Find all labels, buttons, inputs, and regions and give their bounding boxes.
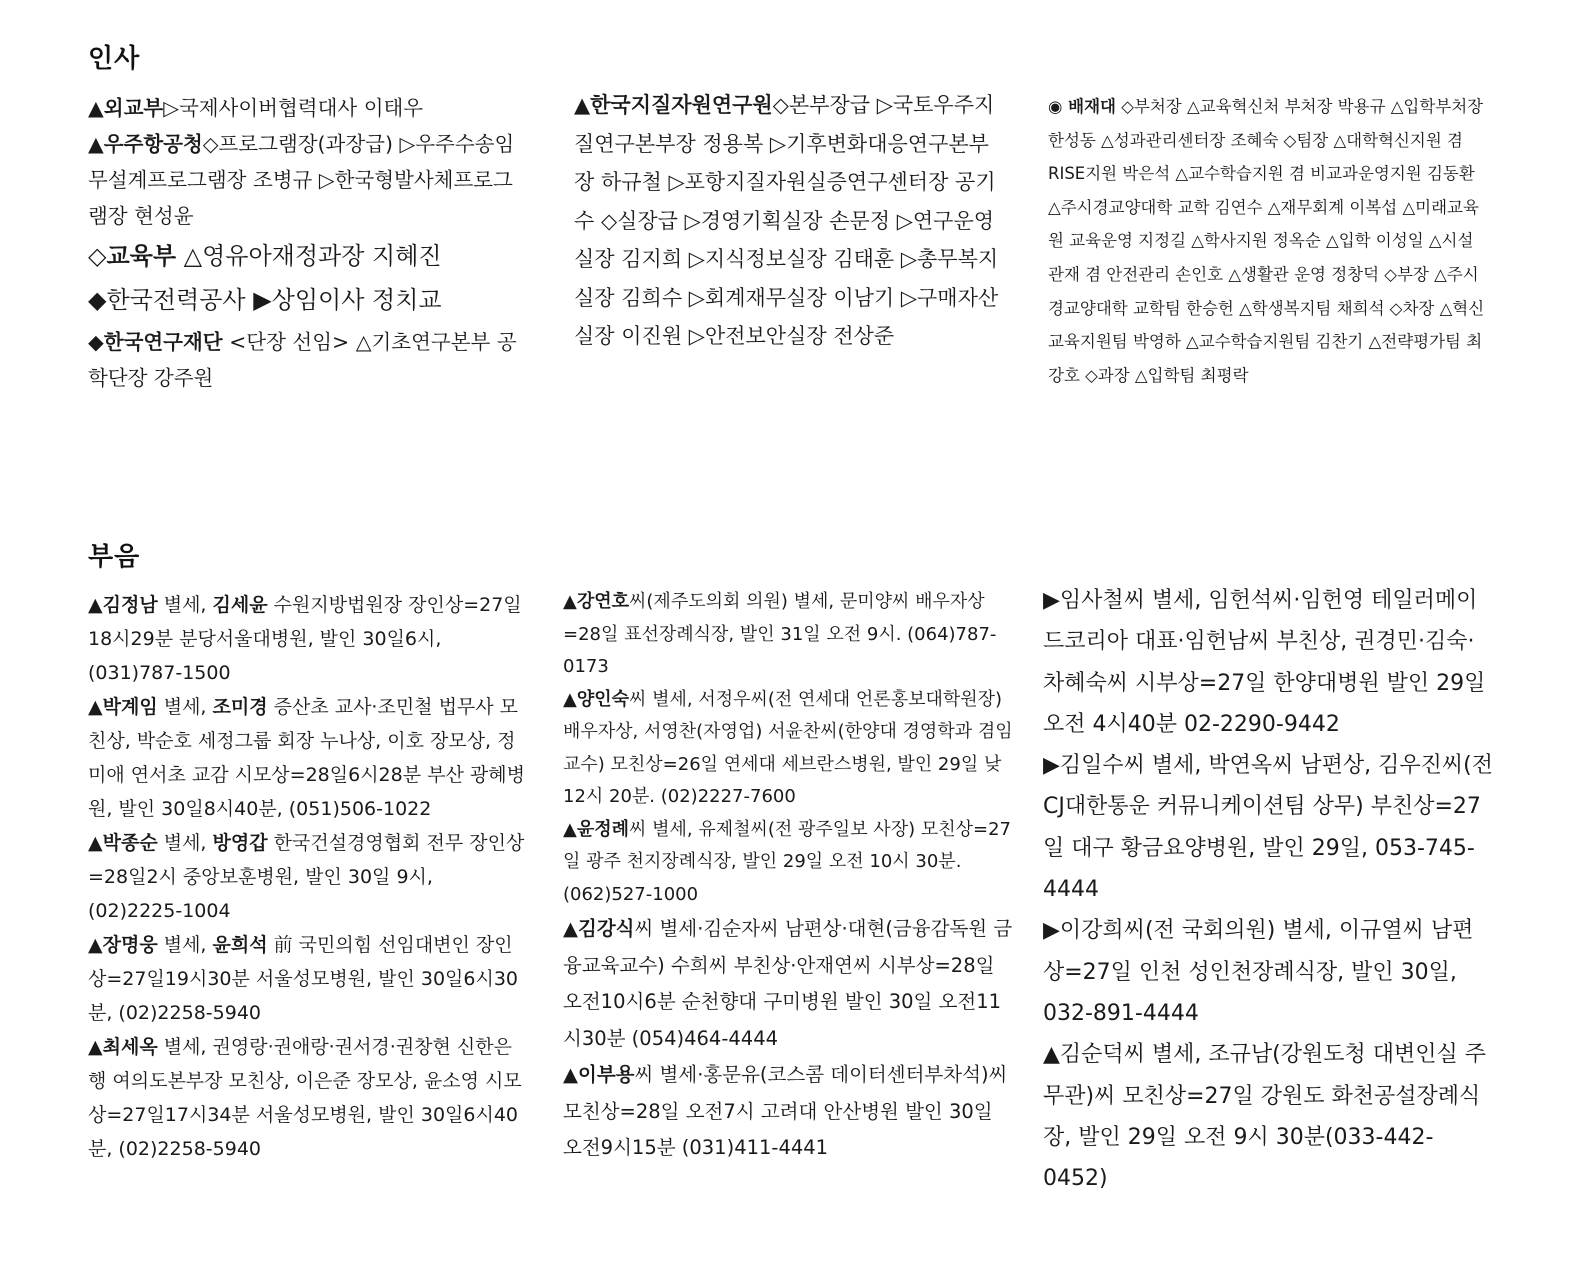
family-name: 김세윤 <box>212 594 268 616</box>
entry-text: △영유아재정과장 지혜진 <box>183 242 442 270</box>
entry-text: ◇프로그램장(과장급) ▷우주수송임무설계프로그램장 조병규 ▷한국형발사체프로그램장 현성윤 <box>88 132 515 228</box>
entry-text: 씨(제주도의회 의원) 별세, 문미양씨 배우자상=28일 표선장례식장, 발인 31일 오전 9시. (064)787-0173 <box>563 591 997 677</box>
obituary-column-3 <box>1043 580 1493 1199</box>
deceased-name: ▲김강식 <box>563 917 635 940</box>
personnel-section-title: 인사 <box>88 44 141 74</box>
obituary-column-1 <box>88 588 528 1166</box>
entry-text: ▶상임이사 정치교 <box>253 286 442 314</box>
deceased-name: ▲박종순 <box>88 832 158 854</box>
entry-text: 증산초 교사·조민철 법무사 모친상, 박순호 세정그룹 회장 누나상, 이호 장모상, 정미애 연서초 교감 시모상=28일6시28분 부산 광혜병원, 발인 30일8시40분, (051)506-1022 <box>88 696 525 820</box>
entry-text: 씨 별세, 서정우씨(전 연세대 언론홍보대학원장) 배우자상, 서영찬(자영업) 서윤찬씨(한양대 경영학과 겸임교수) 모친상=26일 연세대 세브란스병원, 발인 29일 낮 12시 20분. (02)2227-7600 <box>563 688 1013 807</box>
obituary-entry <box>1043 910 1493 1034</box>
personnel-entry <box>88 90 528 126</box>
family-name: 조미경 <box>212 696 268 718</box>
entry-text: ◇부처장 △교육혁신처 부처장 박용규 △입학부처장 한성동 △성과관리센터장 조혜숙 ◇팀장 △대학혁신지원 겸 RISE지원 박은석 △교수학습지원 겸 비교과운영지원 김동환 △주시경교양대학 교학 김연수 △재무회계 이복섭 △미래교육원 교육운영 지정길 △학사지원 정옥순 △입학 이성일 △시설관재 겸 안전관리 손인호 △생활관 운영 정창덕 ◇부장 △주시경교양대학 교학팀 한승헌 △학생복지팀 채희석 ◇차장 △혁신교육지원팀 박영하 △교수학습지원팀 김찬기 △전략평가팀 최강호 ◇과장 △입학팀 최평락 <box>1048 97 1485 385</box>
obituary-entry <box>1043 745 1493 910</box>
deceased-name: ▲강연호 <box>563 591 630 612</box>
org-name: ◆한국연구재단 <box>88 330 223 354</box>
entry-text: 씨 별세, 박연옥씨 남편상, 김우진씨(전 CJ대한통운 커뮤니케이션팀 상무) 부친상=27일 대구 황금요양병원, 발인 29일, 053-745-4444 <box>1043 753 1494 903</box>
deceased-name: ▲장명웅 <box>88 934 158 956</box>
entry-text: <단장 선임> △기초연구본부 공학단장 강주원 <box>88 330 517 390</box>
entry-text: 신한은행 여의도본부장 모친상, 이은준 장모상, 윤소영 시모상=27일17시34분 서울성모병원, 발인 30일6시40분, (02)2258-5940 <box>88 1036 522 1160</box>
entry-text: 씨 별세, 유제철씨(전 광주일보 사장) 모친상=27일 광주 천지장례식장, 발인 29일 오전 10시 30분. (062)527-1000 <box>563 818 1011 905</box>
deceased-name: ▲김정남 <box>88 594 158 616</box>
entry-text: 씨(전 국회의원) 별세, 이규열씨 남편상=27일 인천 성인천장례식장, 발인 30일, 032-891-4444 <box>1043 918 1474 1026</box>
org-name: ▲외교부 <box>88 96 164 120</box>
obituary-entry <box>563 684 1013 814</box>
personnel-entry <box>1048 90 1488 392</box>
deceased-name: ▲최세옥 <box>88 1036 158 1058</box>
entry-text: 별세, <box>157 832 213 854</box>
entry-text: ◇본부장급 ▷국토우주지질연구본부장 정용복 ▷기후변화대응연구본부장 하규철 ▷포항지질자원실증연구센터장 공기수 ◇실장급 ▷경영기획실장 손문정 ▷연구운영실장 김지희 ▷지식정보실장 김태훈 ▷총무복지실장 김희수 ▷회계재무실장 이남기 ▷구매자산실장 이진원 ▷안전보안실장 전상준 <box>574 93 999 348</box>
deceased-name: ▲양인숙 <box>563 688 630 710</box>
obituary-entry <box>88 588 528 690</box>
entry-text: 수원지방법원장 장인상=27일18시29분 분당서울대병원, 발인 30일6시, (031)787-1500 <box>88 594 522 684</box>
personnel-column-2 <box>574 86 1004 356</box>
family-name: 권영랑·권애랑·권서경·권창현 <box>212 1036 451 1058</box>
entry-text: 별세, <box>157 594 213 616</box>
personnel-column-1 <box>88 90 528 396</box>
entry-text: 前 국민의힘 선임대변인 장인상=27일19시30분 서울성모병원, 발인 30일6시30분, (02)2258-5940 <box>88 934 519 1024</box>
org-name: ▲한국지질자원연구원 <box>574 93 773 117</box>
obituary-entry <box>1043 580 1493 745</box>
deceased-name: ▲박계임 <box>88 696 158 718</box>
obituary-entry <box>563 1057 1013 1167</box>
deceased-name: ▲이부용 <box>563 1063 635 1086</box>
obituary-entry <box>563 814 1013 912</box>
entry-text: ▷국제사이버협력대사 이태우 <box>163 96 424 120</box>
org-name: ◇교육부 <box>88 242 177 270</box>
personnel-column-3 <box>1048 90 1488 392</box>
entry-text: 씨 별세·홍문유(코스콤 데이터센터부차석)씨 모친상=28일 오전7시 고려대 안산병원 발인 30일 오전9시15분 (031)411-4441 <box>563 1063 1008 1159</box>
org-name: ◆한국전력공사 <box>88 286 246 314</box>
obituary-entry <box>88 690 528 826</box>
deceased-name: ▶임사철 <box>1043 588 1124 613</box>
obituary-entry <box>563 911 1013 1057</box>
obituary-entry <box>1043 1034 1493 1199</box>
family-name: 방영갑 <box>212 832 268 854</box>
personnel-entry <box>88 126 528 234</box>
entry-text: 씨 별세·김순자씨 남편상·대현(금융감독원 금융교육교수) 수희씨 부친상·안재연씨 시부상=28일 오전10시6분 순천향대 구미병원 발인 30일 오전11시30분 (054)464-4444 <box>563 917 1013 1050</box>
deceased-name: ▲윤정례 <box>563 818 630 840</box>
entry-text: 별세, <box>157 696 213 718</box>
entry-text: 씨 별세, 조규남(강원도청 대변인실 주무관)씨 모친상=27일 강원도 화천공설장례식장, 발인 29일 오전 9시 30분(033-442-0452) <box>1043 1042 1487 1192</box>
org-name: ▲우주항공청 <box>88 132 203 156</box>
deceased-name: ▲김순덕 <box>1043 1042 1124 1068</box>
entry-text: 씨 별세, 임헌석씨·임헌영 테일러메이드코리아 대표·임헌남씨 부친상, 권경민·김숙·차혜숙씨 시부상=27일 한양대병원 발인 29일 오전 4시40분 02-2290-9442 <box>1043 588 1486 737</box>
entry-text: 별세, <box>157 1036 213 1058</box>
personnel-entry <box>88 234 528 278</box>
obituary-entry <box>88 1030 528 1166</box>
personnel-entry <box>88 324 528 396</box>
obituary-column-2 <box>563 586 1013 1167</box>
org-name: ◉ 배재대 <box>1048 97 1116 116</box>
entry-text: 별세, <box>157 934 213 956</box>
deceased-name: ▶김일수 <box>1043 753 1124 779</box>
family-name: 윤희석 <box>212 934 268 956</box>
obituary-entry <box>563 586 1013 684</box>
personnel-entry <box>574 86 1004 356</box>
deceased-name: ▶이강희 <box>1043 918 1124 944</box>
obituary-entry <box>88 928 528 1030</box>
personnel-entry <box>88 278 528 322</box>
obituary-entry <box>88 826 528 928</box>
obituary-section-title: 부음 <box>88 542 141 572</box>
entry-text: 한국건설경영협회 전무 장인상=28일2시 중앙보훈병원, 발인 30일 9시, (02)2225-1004 <box>88 832 525 922</box>
